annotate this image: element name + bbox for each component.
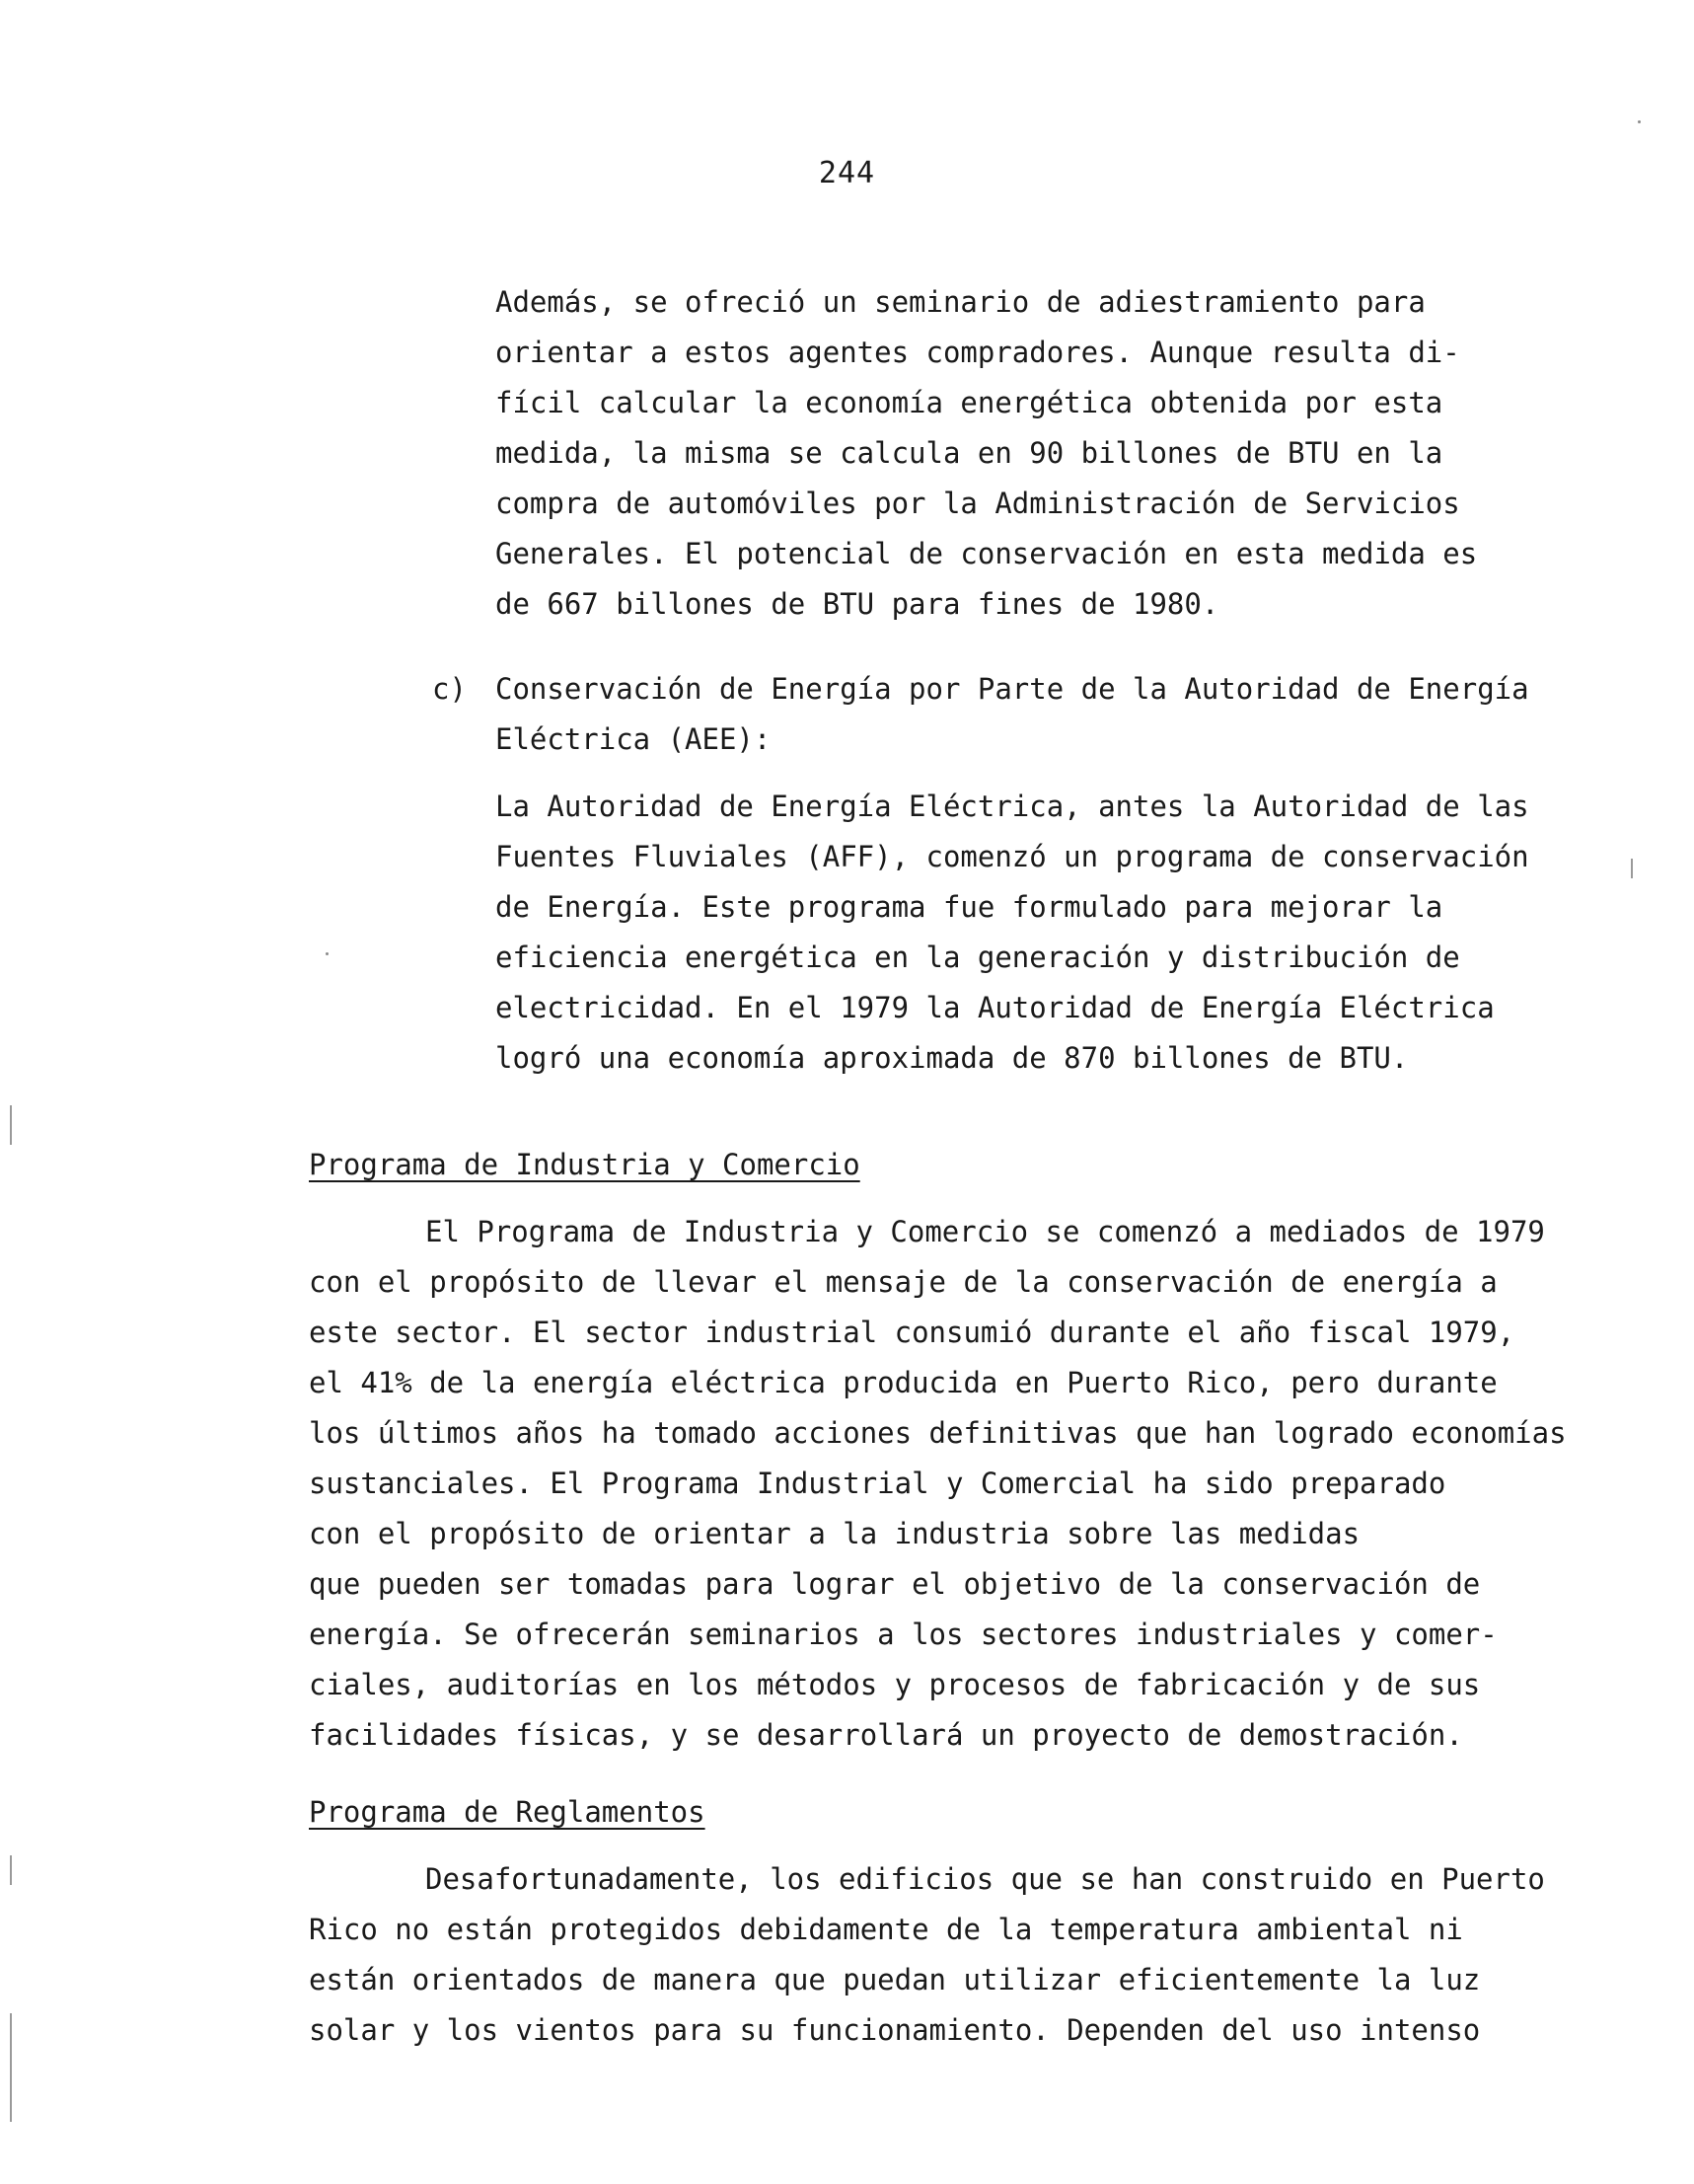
scan-mark	[10, 2013, 12, 2122]
text-line: Además, se ofreció un seminario de adiestramiento para	[495, 285, 1426, 319]
text-line: compra de automóviles por la Administración de Servicios	[495, 487, 1460, 520]
text-line: están orientados de manera que puedan utilizar eficientemente la luz	[309, 1963, 1481, 1996]
text-line: Rico no están protegidos debidamente de la temperatura ambiental ni	[309, 1913, 1463, 1946]
scan-mark	[10, 1855, 12, 1885]
text-line: con el propósito de orientar a la industria sobre las medidas	[309, 1517, 1361, 1550]
text-line: El Programa de Industria y Comercio se comenzó a mediados de 1979	[425, 1215, 1545, 1248]
section-heading-reglamentos: Programa de Reglamentos	[309, 1795, 705, 1829]
text-line: solar y los vientos para su funcionamiento. Dependen del uso intenso	[309, 2013, 1481, 2047]
text-line: Fuentes Fluviales (AFF), comenzó un programa de conservación	[495, 840, 1529, 873]
text-line: La Autoridad de Energía Eléctrica, antes la Autoridad de las	[495, 790, 1529, 823]
text-line: de 667 billones de BTU para fines de 1980.	[495, 587, 1219, 621]
page-number: 244	[818, 156, 876, 190]
text-line: Generales. El potencial de conservación en esta medida es	[495, 537, 1478, 570]
scan-speck	[1638, 120, 1641, 123]
text-line: medida, la misma se calcula en 90 billones de BTU en la	[495, 436, 1443, 470]
text-line: de Energía. Este programa fue formulado para mejorar la	[495, 890, 1443, 924]
text-line: que pueden ser tomadas para lograr el objetivo de la conservación de	[309, 1567, 1481, 1601]
text-line: el 41% de la energía eléctrica producida en Puerto Rico, pero durante	[309, 1366, 1498, 1399]
text-line: sustanciales. El Programa Industrial y Comercial ha sido preparado	[309, 1467, 1446, 1500]
text-line: logró una economía aproximada de 870 billones de BTU.	[495, 1041, 1409, 1075]
scan-mark	[10, 1105, 12, 1145]
text-line: con el propósito de llevar el mensaje de la conservación de energía a	[309, 1265, 1498, 1299]
section-heading-industria: Programa de Industria y Comercio	[309, 1148, 860, 1181]
scan-speck	[326, 952, 329, 955]
text-line: electricidad. En el 1979 la Autoridad de Energía Eléctrica	[495, 991, 1495, 1024]
scan-mark	[1631, 859, 1633, 878]
text-line: los últimos años ha tomado acciones definitivas que han logrado economías	[309, 1416, 1567, 1450]
text-line: este sector. El sector industrial consumió durante el año fiscal 1979,	[309, 1316, 1515, 1349]
text-line: facilidades físicas, y se desarrollará un proyecto de demostración.	[309, 1718, 1463, 1752]
text-line: energía. Se ofrecerán seminarios a los sectores industriales y comer-	[309, 1618, 1498, 1651]
text-line: ciales, auditorías en los métodos y procesos de fabricación y de sus	[309, 1668, 1481, 1701]
text-line: eficiencia energética en la generación y distribución de	[495, 941, 1460, 974]
text-line: fícil calcular la economía energética obtenida por esta	[495, 386, 1443, 419]
text-line: orientar a estos agentes compradores. Aunque resulta di-	[495, 336, 1460, 369]
item-c-title-line: Eléctrica (AEE):	[495, 722, 772, 756]
item-c-title-line: Conservación de Energía por Parte de la Autoridad de Energía	[495, 672, 1529, 706]
item-c-label: c)	[432, 672, 467, 706]
text-line: Desafortunadamente, los edificios que se han construido en Puerto	[425, 1862, 1545, 1896]
